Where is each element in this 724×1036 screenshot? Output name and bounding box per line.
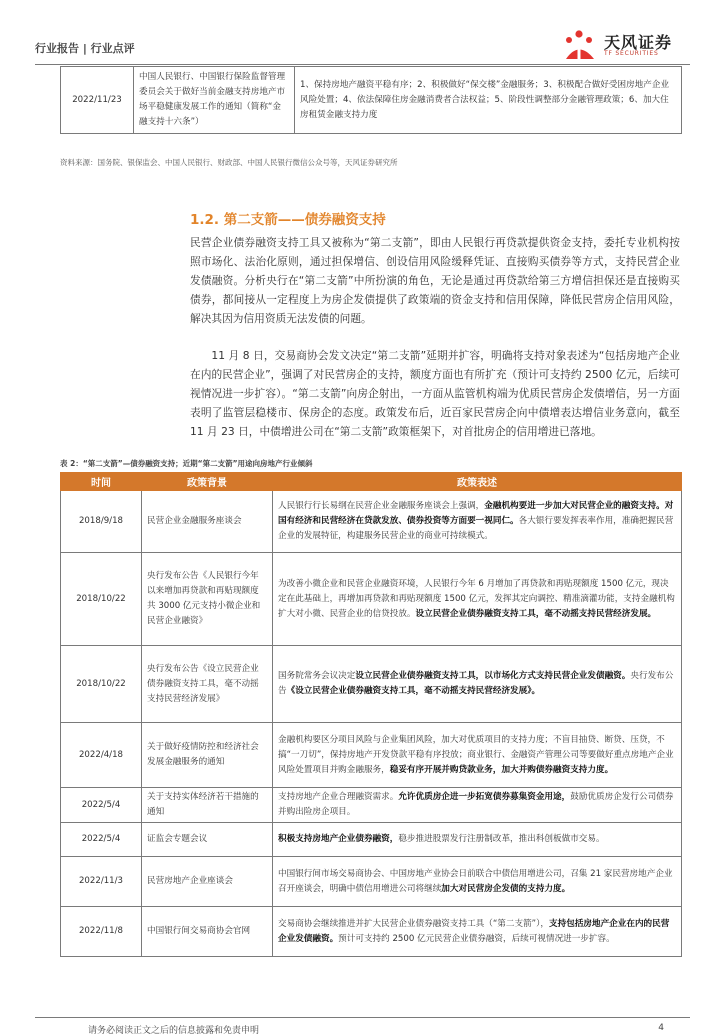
cell-background: 中国人民银行、中国银行保险监督管理委员会关于做好当前金融支持房地产市场平稳健康发展工作的通知（简称“金融支持十六条”） — [134, 67, 295, 134]
cell-background: 民营房地产企业座谈会 — [142, 857, 273, 907]
report-type: 行业报告 | 行业点评 — [35, 42, 135, 55]
table-header-row — [61, 473, 682, 491]
policy-text: 人民银行行长易纲在民营企业金融服务座谈会上强调， — [278, 501, 485, 511]
header-policy: 政策表述 — [273, 473, 682, 491]
cell-time: 2018/9/18 — [61, 491, 142, 553]
cell-policy — [273, 907, 682, 957]
table1-source: 资料来源：国务院、银保监会、中国人民银行、财政部、中国人民银行微信公众号等，天风证券研究所 — [60, 158, 398, 167]
policy-bold-text: 支持包括房地产企业在内的民营企业发债融资。 — [278, 918, 670, 944]
cell-policy — [273, 553, 682, 646]
cell-policy — [273, 788, 682, 823]
company-logo — [560, 28, 690, 62]
second-arrow-policy-table — [60, 472, 682, 957]
cell-time: 2022/4/18 — [61, 723, 142, 788]
policy-text: 预计可支持约 2500 亿元民营企业债券融资，后续可视情况进一步扩容。 — [338, 933, 615, 944]
page-header — [35, 28, 690, 62]
policy-text: 支持房地产企业合理融资需求。 — [278, 792, 399, 802]
cell-policy — [273, 723, 682, 788]
cell-policy: 1、保持房地产融资平稳有序；2、积极做好“保交楼”金融服务；3、积极配合做好受困房地产企业风险处置；4、依法保障住房金融消费者合法权益；5、阶段性调整部分金融管理政策；6、加大住房租赁金融支持力度 — [295, 67, 682, 134]
logo-name: 天风证券 — [604, 33, 673, 52]
cell-time: 2022/11/23 — [61, 67, 134, 134]
policy-text: 交易商协会继续推进并扩大民营企业债券融资支持工具（“第二支箭”）， — [278, 918, 550, 929]
policy-bold-text: 允许优质房企进一步拓宽债券募集资金用途， — [398, 792, 571, 802]
table-row — [61, 907, 682, 957]
cell-time: 2022/5/4 — [61, 788, 142, 823]
policy-bold-text: 设立民营企业债券融资支持工具，毫不动摇支持民营经济发展。 — [415, 608, 657, 619]
policy-bold-text: 设立民营企业债券融资支持工具，以市场化方式支持民营企业发债融资。 — [355, 671, 631, 681]
header-divider — [35, 64, 690, 65]
cell-background: 证监会专题会议 — [142, 823, 273, 857]
header-time: 时间 — [61, 473, 142, 491]
policy-bold-text: 稳妥有序开展并购贷款业务，加大并购债券融资支持力度。 — [389, 764, 614, 775]
cell-background: 央行发布公告《设立民营企业债券融资支持工具，毫不动摇支持民营经济发展》 — [142, 646, 273, 723]
policy-bold-text: 积极支持房地产企业债券融资， — [278, 834, 399, 844]
footer-divider — [35, 1017, 690, 1018]
cell-policy — [273, 491, 682, 553]
policy-text: 鼓励优质房企发行公司债券并购出险房企项目。 — [278, 792, 674, 817]
cell-background: 中国银行间交易商协会官网 — [142, 907, 273, 957]
section-paragraph-2: 11 月 8 日，交易商协会发文决定“第二支箭”延期并扩容，明确将支持对象表述为“包括房地产企业在内的民营企业”，强调了对民营房企的支持，额度方面也有所扩充（预计可支持约 2500 亿元，后续可视情况进一步扩容）。“第二支箭”向房企射出，一方面从监管机构端为优质民营房企发债增信，另一方面表明了监管层稳楼市、保房企的态度。政策发布后，近百家民营房企向中债增表达增信业务意向，截至 11 月 23 日，中债增进公司在“第二支箭”政策框架下，对首批房企的信用增进已落地。 — [190, 349, 680, 438]
logo-subtitle: TF SECURITIES — [604, 50, 659, 57]
table-row — [61, 491, 682, 553]
table-row — [61, 723, 682, 788]
logo-icon — [560, 28, 600, 62]
cell-policy — [273, 857, 682, 907]
policy-text: 国务院常务会议决定 — [278, 671, 356, 681]
section-paragraph-1: 民营企业债券融资支持工具又被称为“第二支箭”，即由人民银行再贷款提供资金支持，委托专业机构按照市场化、法治化原则，通过担保增信、创设信用风险缓释凭证、直接购买债券等方式，支持民营企业发债融资。分析央行在“第二支箭”中所扮演的角色，无论是通过再贷款给第三方增信担保还是直接购买债券，都间接从一定程度上为房企发债提供了政策端的资金支持和信用保障，降低民营房企信用风险，解决其因为信用资质无法发债的问题。 — [190, 236, 680, 325]
cell-policy — [273, 646, 682, 723]
policy-text: 稳步推进股票发行注册制改革，推出科创板做市交易。 — [398, 834, 605, 844]
policy-text: 为改善小微企业和民营企业融资环境，人民银行今年 6 月增加了再贷款和再贴现额度 1500 亿元，现决定在此基础上，再增加再贷款和再贴现额度 1500 亿元，发挥其定向调控、精准滴灌功能，支持金融机构扩大对小微、民营企业的信贷投放。 — [278, 578, 675, 619]
table-row — [61, 857, 682, 907]
cell-background: 民营企业金融服务座谈会 — [142, 491, 273, 553]
policy-text: 各大银行要发挥表率作用，准确把握民营企业的发展特征，构建服务民营企业的商业可持续模式。 — [278, 516, 674, 541]
table-row — [61, 67, 682, 134]
policy-table-continued — [60, 66, 682, 134]
cell-time: 2022/11/8 — [61, 907, 142, 957]
table-row — [61, 646, 682, 723]
table-row — [61, 823, 682, 857]
table-row — [61, 553, 682, 646]
cell-background: 央行发布公告《人民银行今年以来增加再贷款和再贴现额度共 3000 亿元支持小微企业和民营企业融资》 — [142, 553, 273, 646]
cell-background: 关于做好疫情防控和经济社会发展金融服务的通知 — [142, 723, 273, 788]
section-title: 1.2. 第二支箭——债券融资支持 — [190, 212, 386, 228]
page-number: 4 — [658, 1023, 664, 1033]
header-background: 政策背景 — [142, 473, 273, 491]
cell-time: 2022/5/4 — [61, 823, 142, 857]
policy-text: 央行发布公告 — [278, 671, 674, 696]
table2-caption: 表 2：“第二支箭”—债券融资支持；近期“第二支箭”用途向房地产行业倾斜 — [60, 459, 313, 468]
policy-text: 中国银行间市场交易商协会、中国房地产业协会日前联合中债信用增进公司，召集 21 家民营房地产企业召开座谈会，明确中债信用增进公司将继续 — [278, 868, 673, 894]
disclaimer-note: 请务必阅读正文之后的信息披露和免责申明 — [88, 1026, 260, 1036]
policy-text: 金融机构要区分项目风险与企业集团风险，加大对优质项目的支持力度；不盲目抽贷、断贷、压贷，不搞“一刀切”，保持房地产开发贷款平稳有序投放；商业银行、金融资产管理公司等要做好重点房地产企业风险处置项目并购金融服务， — [278, 734, 674, 775]
cell-time: 2018/10/22 — [61, 553, 142, 646]
policy-bold-text: 《设立民营企业债券融资支持工具，毫不动摇支持民营经济发展》。 — [286, 686, 541, 696]
policy-bold-text: 加大对民营房企发债的支持力度。 — [441, 883, 571, 894]
cell-time: 2018/10/22 — [61, 646, 142, 723]
cell-policy — [273, 823, 682, 857]
policy-bold-text: 金融机构要进一步加大对民营企业的融资支持。对国有经济和民营经济在贷款发放、债券投资等方面要一视同仁。 — [278, 501, 674, 526]
table-row — [61, 788, 682, 823]
cell-background: 关于支持实体经济若干措施的通知 — [142, 788, 273, 823]
cell-time: 2022/11/3 — [61, 857, 142, 907]
